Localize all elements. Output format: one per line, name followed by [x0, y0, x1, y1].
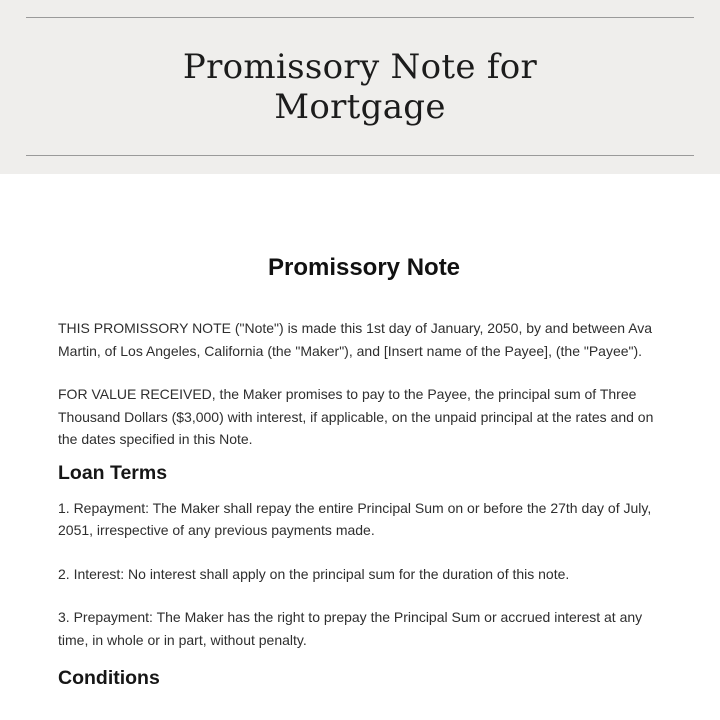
- section-heading-loan-terms: Loan Terms: [58, 461, 168, 484]
- section-heading-conditions: Conditions: [58, 667, 160, 689]
- loan-term-repayment: 1. Repayment: The Maker shall repay the entire Principal Sum on or before the 27th day of July, 2051, irrespective of any previous payments made.: [58, 499, 652, 538]
- value-received-paragraph: FOR VALUE RECEIVED, the Maker promises to pay to the Payee, the principal sum of Three Thousand Dollars ($3,000) with interest, if applicable, on the unpaid principal at the rates and on the dates specified in this Note.: [58, 386, 654, 447]
- banner-title: [0, 47, 720, 127]
- banner-title-line-1: Promissory Note for: [182, 47, 538, 87]
- loan-term-prepayment: 3. Prepayment: The Maker has the right to prepay the Principal Sum or accrued interest at any time, in whole or in part, without penalty.: [58, 609, 643, 648]
- banner-top-rule: [26, 17, 694, 18]
- intro-paragraph: THIS PROMISSORY NOTE ("Note") is made this 1st day of January, 2050, by and between Ava Martin, of Los Angeles, California (the "Maker"), and [Insert name of the Payee], (the "Payee").: [58, 320, 653, 359]
- banner-title-line-2: Mortgage: [274, 87, 446, 127]
- document-body: [58, 250, 670, 693]
- banner-bottom-rule: [26, 155, 694, 156]
- loan-term-interest: 2. Interest: No interest shall apply on the principal sum for the duration of this note.: [58, 565, 570, 582]
- document-title: Promissory Note: [267, 254, 461, 281]
- title-banner: [0, 0, 720, 174]
